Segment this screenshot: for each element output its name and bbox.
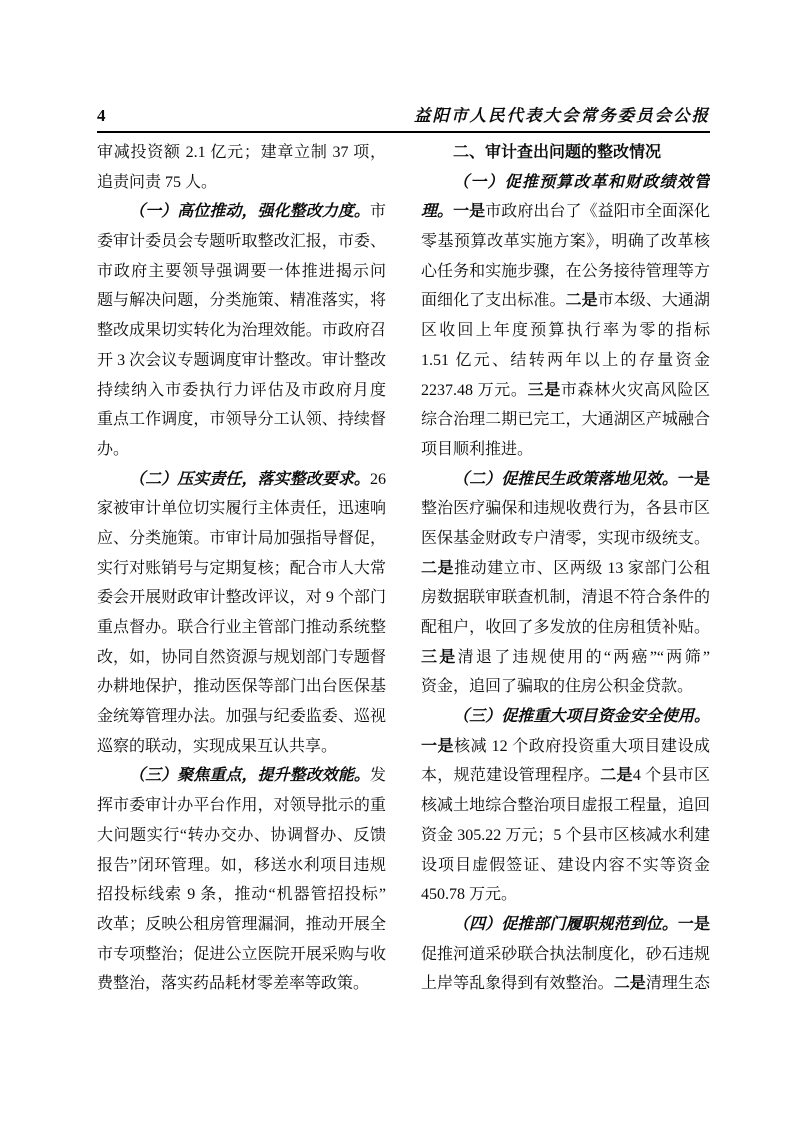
text-segment: 办。 bbox=[97, 440, 130, 458]
text-line bbox=[421, 257, 710, 287]
text-segment: 一是 bbox=[677, 915, 710, 933]
text-line bbox=[97, 613, 386, 643]
text-segment: 二是 bbox=[613, 975, 646, 993]
text-segment: 资金 305.22 万元；5 个县市区核减水利建 bbox=[421, 826, 710, 844]
text-segment: 委会开展财政审计整改评议，对 9 个部门 bbox=[97, 589, 386, 607]
text-line bbox=[421, 405, 710, 435]
text-line bbox=[97, 494, 386, 524]
text-line bbox=[421, 316, 710, 346]
text-line bbox=[421, 524, 710, 554]
text-line bbox=[97, 286, 386, 316]
text-segment: 上岸等乱象得到有效整治。 bbox=[421, 975, 614, 993]
text-segment: 三是 bbox=[421, 648, 458, 666]
text-line bbox=[421, 880, 710, 910]
text-line bbox=[97, 672, 386, 702]
text-segment: 三是 bbox=[527, 381, 561, 399]
text-segment: 家被审计单位切实履行主体责任，迅速响 bbox=[97, 500, 386, 518]
text-line bbox=[97, 435, 386, 465]
text-line bbox=[421, 494, 710, 524]
text-segment: （三）促推重大项目资金安全使用。 bbox=[453, 708, 710, 726]
text-line bbox=[421, 138, 710, 168]
text-segment: 二是 bbox=[600, 767, 633, 785]
text-segment: 费整治，落实药品耗材零差率等政策。 bbox=[97, 975, 370, 993]
page-number: 4 bbox=[97, 106, 106, 125]
text-line bbox=[421, 583, 710, 613]
text-segment: 医保基金财政专户清零，实现市级统支。 bbox=[421, 529, 710, 547]
text-segment: 清理生态 bbox=[645, 975, 710, 993]
text-line bbox=[421, 761, 710, 791]
text-segment: （一）促推预算改革和财政绩效管 bbox=[453, 173, 710, 191]
text-segment: 招投标线索 9 条，推动“机器管招投标” bbox=[97, 886, 386, 904]
text-line bbox=[97, 643, 386, 673]
text-segment: 委审计委员会专题听取整改汇报，市委、 bbox=[97, 233, 386, 251]
text-segment: （四）促推部门履职规范到位。 bbox=[453, 915, 678, 933]
text-line bbox=[97, 791, 386, 821]
text-segment: 大问题实行“转办交办、协调督办、反馈 bbox=[97, 826, 386, 844]
text-segment: 清退了违规使用的“两癌”“两筛” bbox=[457, 648, 710, 666]
text-segment: 审减投资额 2.1 亿元；建章立制 37 项， bbox=[97, 144, 386, 161]
text-line bbox=[97, 969, 386, 999]
text-segment: 资金，追回了骗取的住房公积金贷款。 bbox=[421, 678, 694, 696]
header-title: 益阳市人民代表大会常务委员会公报 bbox=[414, 106, 710, 125]
text-segment: 实行对账销号与定期复核；配合市人大常 bbox=[97, 559, 386, 577]
text-segment: 1.51 亿元、结转两年以上的存量资金 bbox=[421, 351, 710, 369]
text-segment: 心任务和实施步骤，在公务接待管理等方 bbox=[421, 262, 710, 280]
text-line bbox=[97, 732, 386, 762]
text-line bbox=[97, 910, 386, 940]
text-line bbox=[421, 672, 710, 702]
text-line bbox=[421, 969, 710, 999]
text-segment: 开 3 次会议专题调度审计整改。审计整改 bbox=[97, 351, 386, 369]
text-segment: 推动建立市、区两级 13 家部门公租 bbox=[454, 559, 710, 577]
text-segment: 市森林火灾高风险区 bbox=[560, 381, 710, 399]
text-segment: （三）聚焦重点，提升整改效能。 bbox=[129, 767, 370, 785]
text-segment: 改，如，协同自然资源与规划部门专题督 bbox=[97, 648, 386, 666]
text-line bbox=[421, 465, 710, 495]
text-segment: 理。 bbox=[421, 203, 454, 221]
text-segment: 市政府出台了《益阳市全面深化 bbox=[485, 203, 710, 221]
text-segment: 促推河道采砂联合执法制度化，砂石违规 bbox=[421, 945, 710, 963]
text-segment: 设项目虚假签证、建设内容不实等资金 bbox=[421, 856, 710, 874]
text-segment: 核减 12 个政府投资重大项目建设成 bbox=[454, 737, 710, 755]
text-segment: 二、审计查出问题的整改情况 bbox=[453, 144, 662, 161]
text-line bbox=[421, 346, 710, 376]
text-segment: 市 bbox=[369, 203, 386, 221]
text-segment: 办耕地保护，推动医保等部门出台医保基 bbox=[97, 678, 386, 696]
text-segment: 4 个县市区 bbox=[632, 767, 710, 785]
text-segment: 配租户，收回了多发放的住房租赁补贴。 bbox=[421, 619, 710, 636]
text-line bbox=[97, 257, 386, 287]
text-line bbox=[421, 702, 710, 732]
text-line bbox=[97, 197, 386, 227]
text-line bbox=[97, 761, 386, 791]
page-header bbox=[97, 104, 710, 128]
text-line bbox=[97, 583, 386, 613]
text-segment: 重点工作调度，市领导分工认领、持续督 bbox=[97, 411, 386, 429]
left-column bbox=[97, 138, 386, 999]
text-segment: 面细化了支出标准。 bbox=[421, 292, 566, 310]
text-segment: 挥市委审计办平台作用，对领导批示的重 bbox=[97, 797, 386, 815]
text-segment: 整治医疗骗保和违规收费行为，各县市区 bbox=[421, 500, 710, 518]
text-line bbox=[421, 643, 710, 673]
text-line bbox=[421, 613, 710, 643]
text-segment: 区收回上年度预算执行率为零的指标 bbox=[421, 322, 710, 340]
text-segment: 市本级、大通湖 bbox=[597, 292, 710, 310]
text-segment: 重点督办。联合行业主管部门推动系统整 bbox=[97, 619, 386, 636]
text-line bbox=[421, 791, 710, 821]
text-segment: 零基预算改革实施方案》，明确了改革核 bbox=[421, 233, 710, 251]
text-segment: 题与解决问题，分类施策、精准落实，将 bbox=[97, 292, 386, 310]
text-line bbox=[421, 435, 710, 465]
text-line bbox=[97, 138, 386, 168]
text-segment: 房数据联审联查机制，清退不符合条件的 bbox=[421, 589, 710, 607]
text-segment: 2237.48 万元。 bbox=[421, 381, 528, 399]
text-segment: （二）促推民生政策落地见效。 bbox=[453, 470, 678, 488]
text-line bbox=[97, 524, 386, 554]
text-line bbox=[97, 227, 386, 257]
text-segment: 发 bbox=[369, 767, 386, 785]
text-line bbox=[97, 821, 386, 851]
right-column bbox=[421, 138, 710, 999]
text-line bbox=[421, 227, 710, 257]
text-line bbox=[97, 940, 386, 970]
text-segment: （二）压实责任，落实整改要求。 bbox=[129, 470, 370, 488]
text-segment: 改革；反映公租房管理漏洞，推动开展全 bbox=[97, 915, 386, 933]
text-segment: 核减土地综合整治项目虚报工程量，追回 bbox=[421, 797, 710, 815]
text-line bbox=[421, 940, 710, 970]
text-segment: 本，规范建设管理程序。 bbox=[421, 767, 601, 785]
text-line bbox=[421, 732, 710, 762]
header-rule bbox=[97, 131, 710, 133]
text-segment: 持续纳入市委执行力评估及市政府月度 bbox=[97, 381, 386, 399]
text-segment: 市政府主要领导强调要一体推进揭示问 bbox=[97, 262, 386, 280]
text-line bbox=[97, 702, 386, 732]
text-segment: 一是 bbox=[421, 737, 455, 755]
text-segment: 二是 bbox=[565, 292, 598, 310]
text-segment: 项目顺利推进。 bbox=[421, 440, 534, 458]
text-line bbox=[97, 346, 386, 376]
text-line bbox=[421, 821, 710, 851]
text-segment: 二是 bbox=[421, 559, 455, 577]
text-segment: 整改成果切实转化为治理效能。市政府召 bbox=[97, 322, 386, 340]
text-line bbox=[421, 286, 710, 316]
text-line bbox=[97, 851, 386, 881]
text-segment: 综合治理二期已完工，大通湖区产城融合 bbox=[421, 411, 710, 429]
text-segment: 26 bbox=[370, 470, 386, 488]
text-line bbox=[97, 554, 386, 584]
text-line bbox=[97, 316, 386, 346]
text-line bbox=[421, 168, 710, 198]
text-segment: 追责问责 75 人。 bbox=[97, 173, 218, 191]
text-line bbox=[97, 405, 386, 435]
text-segment: 应、分类施策。市审计局加强指导督促， bbox=[97, 529, 386, 547]
text-segment: 市专项整治；促进公立医院开展采购与收 bbox=[97, 945, 386, 963]
text-segment: 金统筹管理办法。加强与纪委监委、巡视 bbox=[97, 708, 386, 726]
text-line bbox=[421, 554, 710, 584]
text-segment: 报告”闭环管理。如，移送水利项目违规 bbox=[97, 856, 386, 874]
text-line bbox=[97, 168, 386, 198]
text-line bbox=[97, 880, 386, 910]
text-segment: 一是 bbox=[453, 203, 486, 221]
text-line bbox=[421, 197, 710, 227]
text-segment: （一）高位推动，强化整改力度。 bbox=[129, 203, 370, 221]
page-body bbox=[97, 138, 710, 999]
text-line bbox=[97, 465, 386, 495]
text-segment: 巡察的联动，实现成果互认共享。 bbox=[97, 737, 338, 755]
text-line bbox=[421, 376, 710, 406]
text-line bbox=[421, 851, 710, 881]
text-segment: 450.78 万元。 bbox=[421, 886, 518, 904]
text-segment: 一是 bbox=[677, 470, 710, 488]
text-line bbox=[97, 376, 386, 406]
text-line bbox=[421, 910, 710, 940]
